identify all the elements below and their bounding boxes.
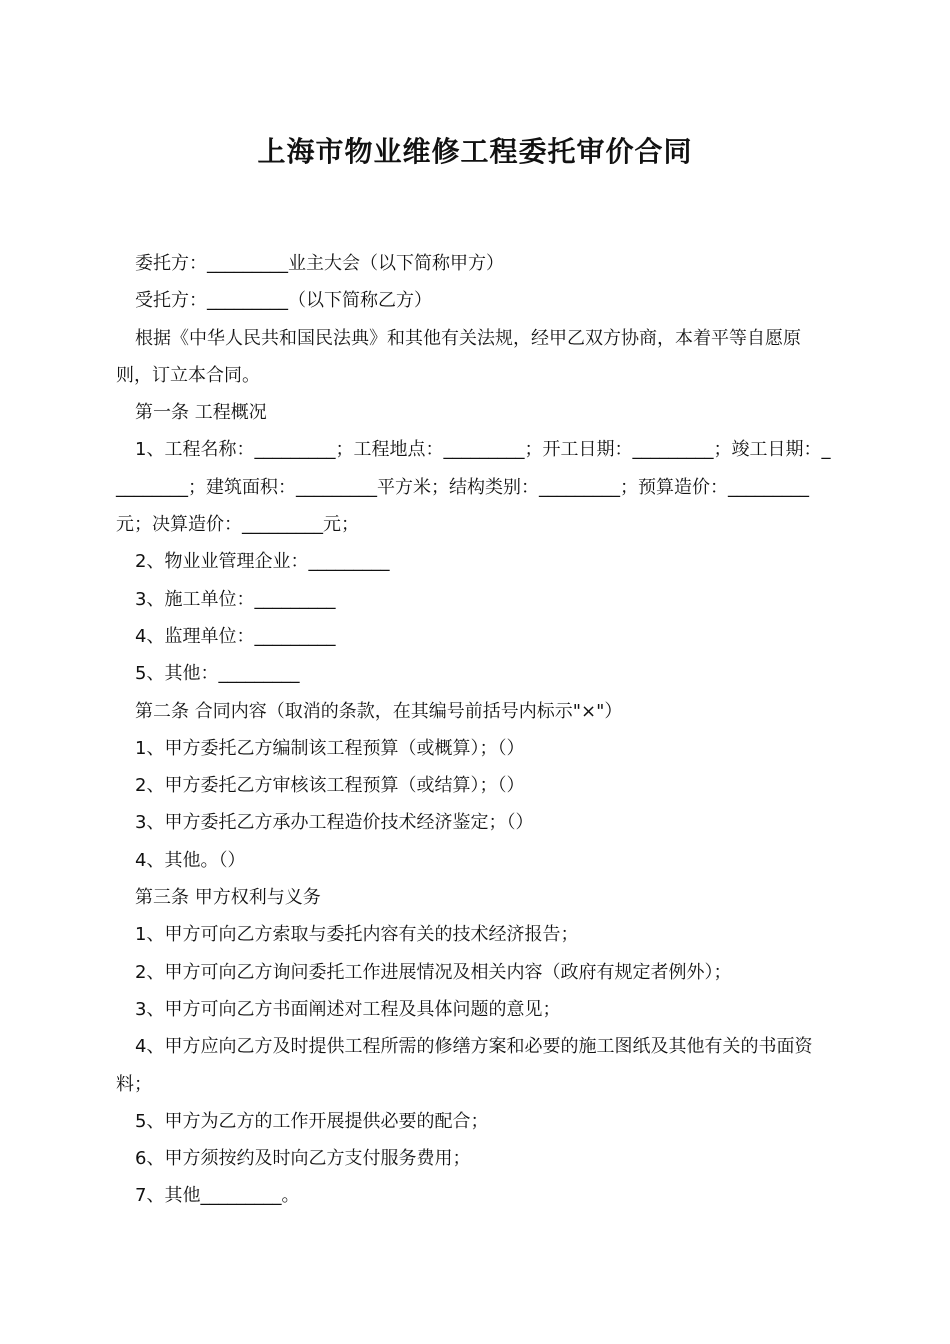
party-b-line: 受托方：_________（以下简称乙方）: [135, 290, 432, 312]
article-1-item-3: 3、施工单位：_________: [135, 588, 336, 610]
article-2-heading: 第二条 合同内容（取消的条款，在其编号前括号内标示"×"）: [135, 700, 623, 722]
article-2-item-1: 1、甲方委托乙方编制该工程预算（或概算）；（）: [135, 737, 525, 759]
article-2-item-2: 2、甲方委托乙方审核该工程预算（或结算）；（）: [135, 775, 525, 797]
article-2-item-3: 3、甲方委托乙方承办工程造价技术经济鉴定；（）: [135, 812, 534, 834]
article-1-item-4: 4、监理单位：_________: [135, 625, 336, 647]
article-3-item-3: 3、甲方可向乙方书面阐述对工程及具体问题的意见；: [135, 998, 561, 1020]
document-body: [116, 245, 836, 1215]
document-title: 上海市物业维修工程委托审价合同: [257, 135, 693, 168]
article-3-item-5: 5、甲方为乙方的工作开展提供必要的配合；: [135, 1110, 489, 1132]
article-1-item-5: 5、其他：_________: [135, 663, 300, 685]
article-3-item-2: 2、甲方可向乙方询问委托工作进展情况及相关内容（政府有规定者例外）；: [135, 961, 732, 983]
article-3-heading: 第三条 甲方权利与义务: [135, 887, 321, 909]
party-a-line: 委托方：_________业主大会（以下简称甲方）: [135, 253, 504, 274]
article-3-item-4: 4、甲方应向乙方及时提供工程所需的修缮方案和必要的施工图纸及其他有关的书面资料；: [116, 1036, 813, 1095]
article-3-item-7: 7、其他_________。: [135, 1185, 300, 1207]
article-1-item-1: 1、工程名称：_________；工程地点：_________；开工日期：_________；竣工日期：_________；建筑面积：_________平方米；结构类别：_________；预算造价：_________元；决算造价：_________元；: [116, 439, 831, 536]
article-3-item-6: 6、甲方须按约及时向乙方支付服务费用；: [135, 1148, 471, 1170]
article-3-item-1: 1、甲方可向乙方索取与委托内容有关的技术经济报告；: [135, 924, 579, 946]
article-1-heading: 第一条 工程概况: [135, 402, 267, 424]
article-1-item-2: 2、物业业管理企业：_________: [135, 551, 390, 573]
article-2-item-4: 4、其他。（）: [135, 849, 246, 871]
preamble-paragraph: 根据《中华人民共和国民法典》和其他有关法规，经甲乙双方协商，本着平等自愿原则，订立本合同。: [116, 327, 801, 386]
